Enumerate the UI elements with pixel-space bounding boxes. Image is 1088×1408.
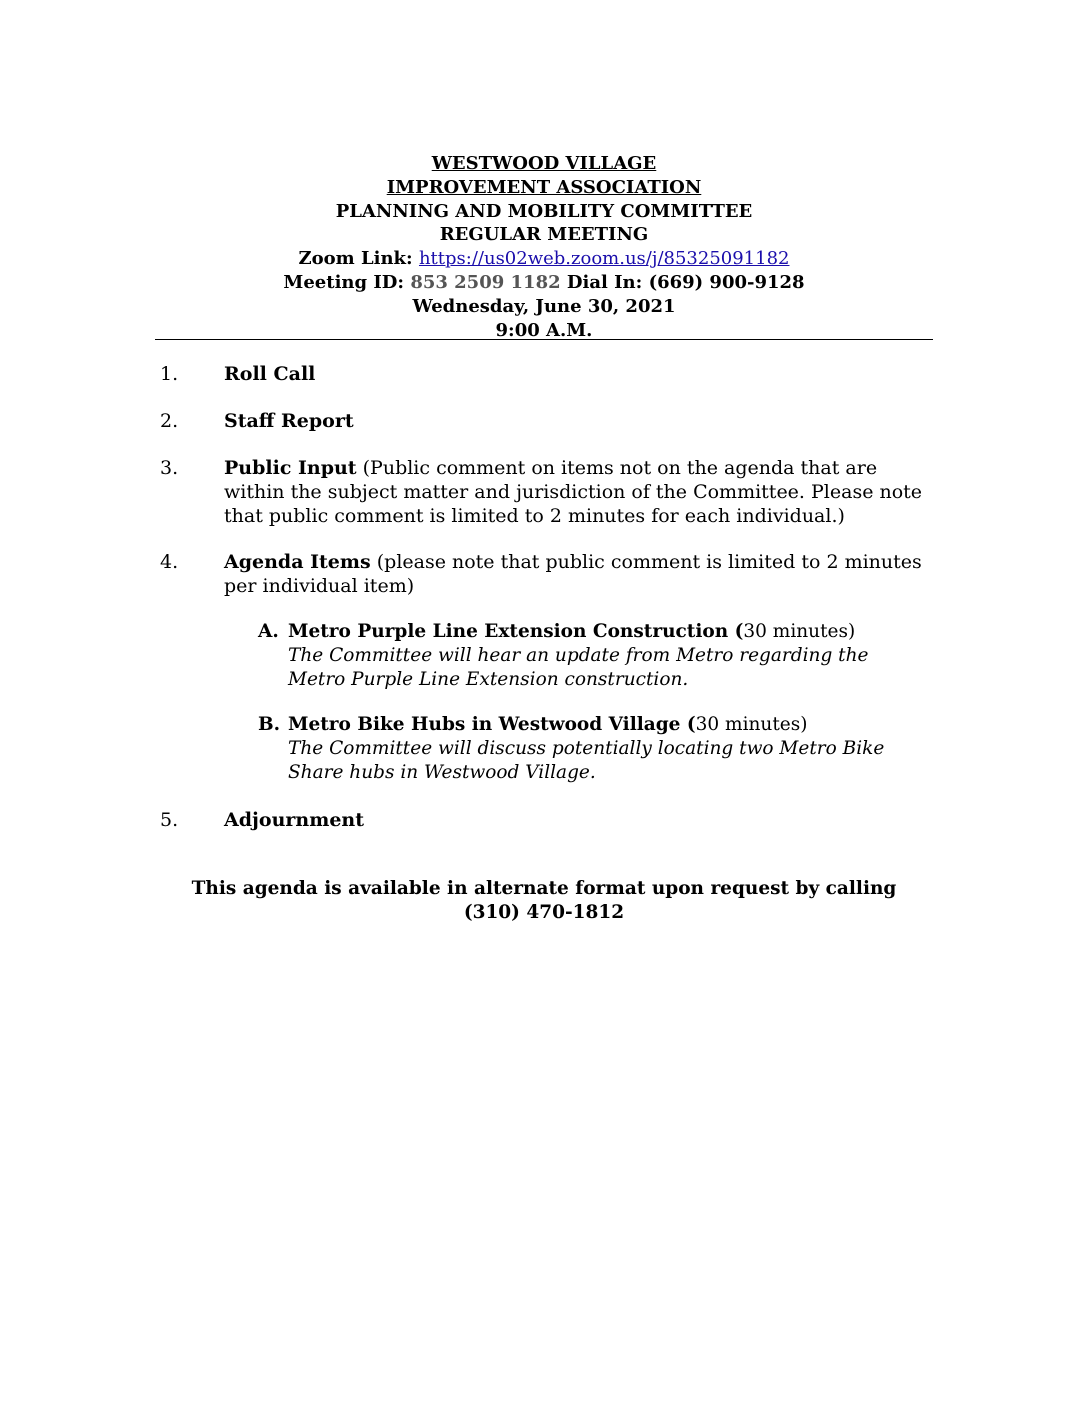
- agenda-item-number: 1.: [160, 363, 179, 385]
- sub-item-duration: 30 minutes): [743, 621, 856, 642]
- agenda-item-text: (Public comment on items not on the agenda that are within the subject matter and jurisdiction of the Committee. Please note that public comment is limited to 2 minutes for each individual.): [224, 457, 923, 527]
- agenda-item-number: 4.: [160, 551, 179, 573]
- org-name-line1: WESTWOOD VILLAGE: [431, 153, 657, 174]
- agenda-item-title: Agenda Items: [224, 551, 371, 573]
- meeting-id-value: 853 2509 1182: [410, 271, 561, 293]
- meeting-type: REGULAR MEETING: [439, 224, 649, 246]
- agenda-item-text: (please note that public comment is limited to 2 minutes per individual item): [224, 551, 922, 597]
- accessibility-notice-line1: This agenda is available in alternate format upon request by calling: [191, 878, 897, 899]
- sub-item-description: The Committee will hear an update from Metro regarding the Metro Purple Line Extension construction.: [288, 645, 869, 690]
- meeting-header: [155, 152, 933, 342]
- meeting-date: Wednesday, June 30, 2021: [412, 295, 676, 317]
- zoom-link[interactable]: https://us02web.zoom.us/j/85325091182: [418, 248, 790, 270]
- agenda-item-number: 5.: [160, 809, 179, 831]
- sub-item-title: Metro Purple Line Extension Construction (: [288, 621, 744, 642]
- zoom-label: Zoom Link:: [298, 248, 413, 270]
- meeting-id-label: Meeting ID:: [283, 271, 405, 293]
- accessibility-phone: (310) 470-1812: [463, 902, 625, 923]
- sub-item-duration: 30 minutes): [695, 714, 808, 735]
- dial-in-label: Dial In:: [566, 271, 643, 293]
- agenda-item-number: 3.: [160, 457, 179, 479]
- agenda-item-number: 2.: [160, 410, 179, 432]
- meeting-id-line: [155, 271, 933, 295]
- agenda-item-title: Adjournment: [224, 809, 364, 831]
- dial-in-value: (669) 900-9128: [648, 271, 805, 293]
- meeting-time: 9:00 A.M.: [495, 319, 593, 341]
- committee-name: PLANNING AND MOBILITY COMMITTEE: [335, 200, 753, 222]
- sub-item-letter: A.: [258, 621, 279, 642]
- sub-item-letter: B.: [258, 714, 281, 735]
- agenda-item-title: Public Input: [224, 457, 357, 479]
- accessibility-notice: [155, 877, 933, 925]
- agenda-item-title: Roll Call: [224, 363, 316, 385]
- agenda-item-title: Staff Report: [224, 410, 354, 432]
- sub-item-title: Metro Bike Hubs in Westwood Village (: [288, 714, 696, 735]
- org-name-line2: IMPROVEMENT ASSOCIATION: [386, 176, 702, 198]
- header-divider: [155, 339, 933, 340]
- zoom-line: [155, 247, 933, 271]
- sub-item-description: The Committee will discuss potentially locating two Metro Bike Share hubs in Westwood Village.: [288, 738, 885, 783]
